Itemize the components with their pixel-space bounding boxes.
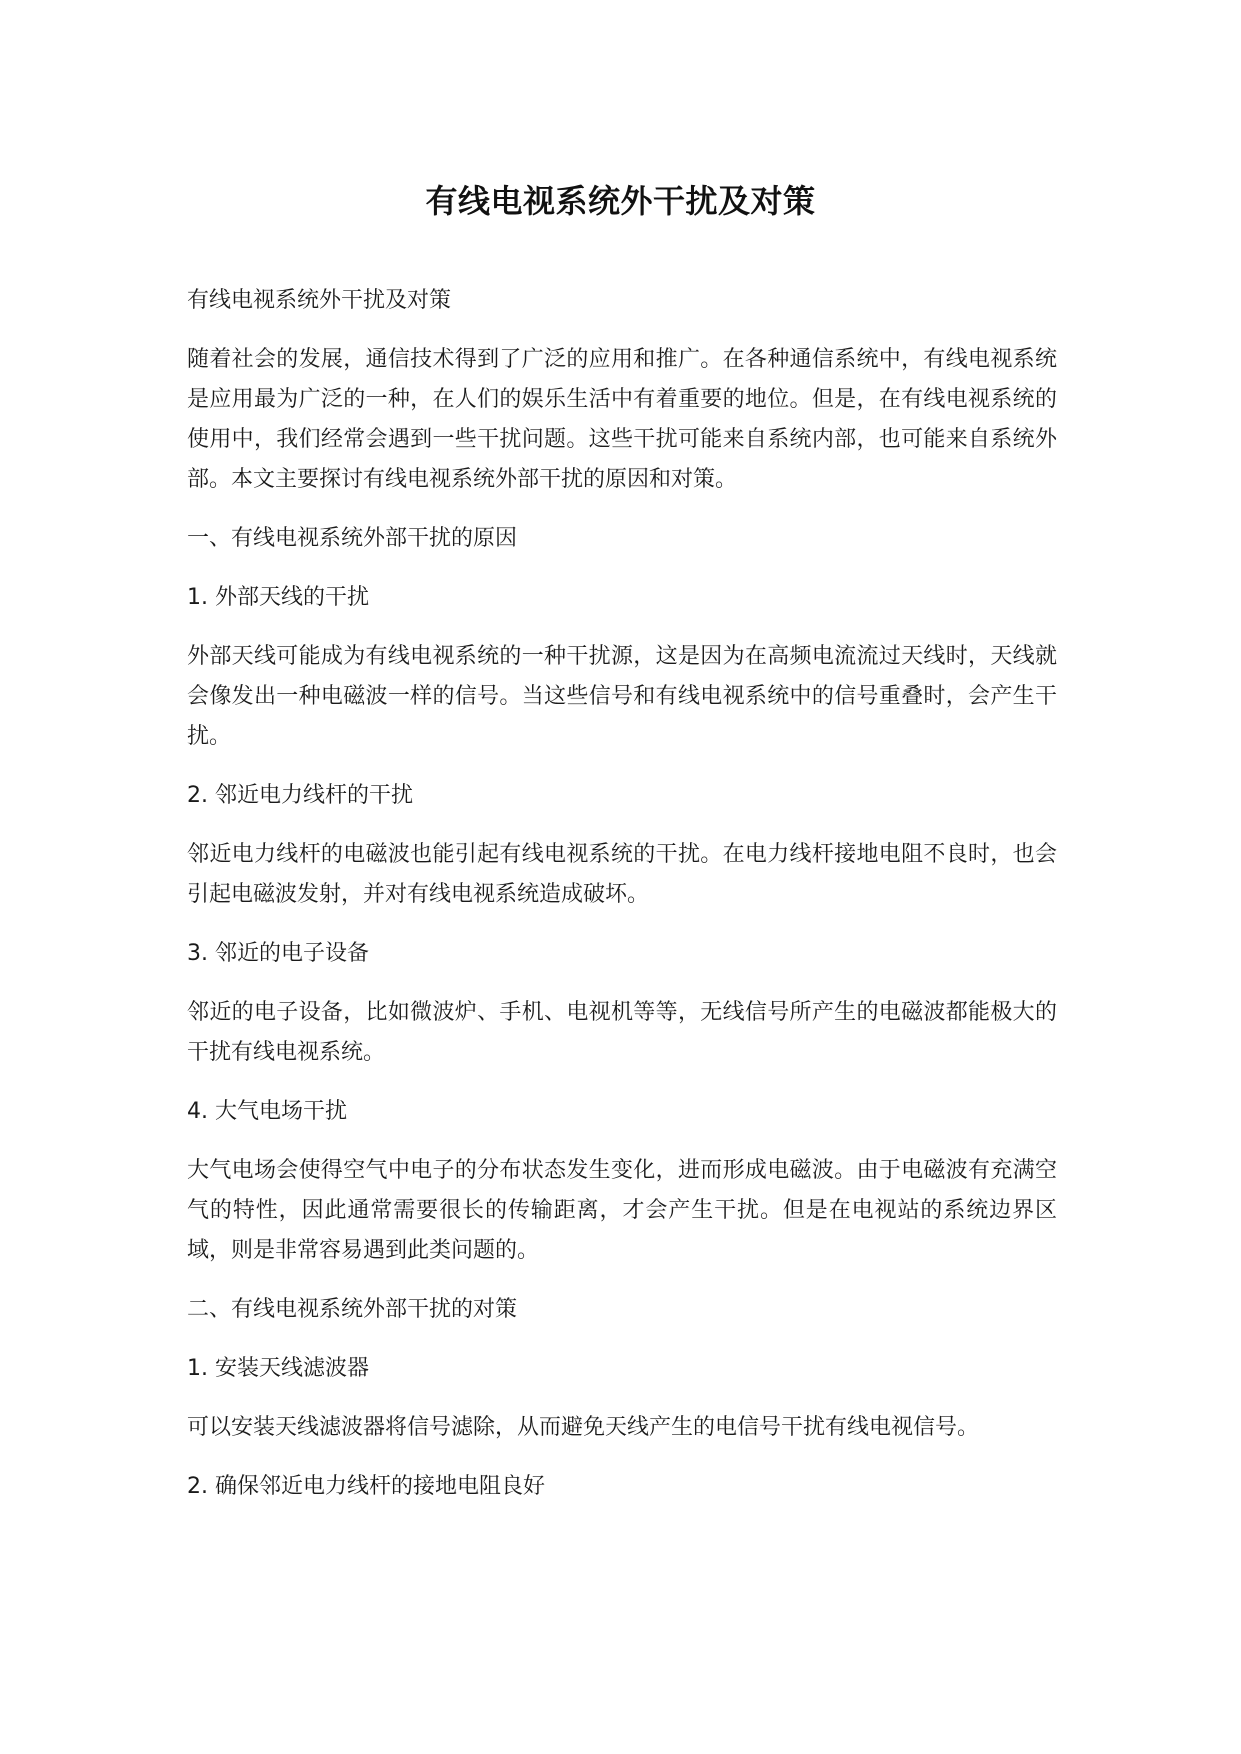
- paragraph-electronic-devices: 邻近的电子设备，比如微波炉、手机、电视机等等，无线信号所产生的电磁波都能极大的干扰有线电视系统。: [187, 1000, 1057, 1065]
- item-heading-grounding: 2. 确保邻近电力线杆的接地电阻良好: [187, 1474, 545, 1499]
- subtitle-paragraph: 有线电视系统外干扰及对策: [187, 288, 452, 313]
- item-heading-antenna-filter: 1. 安装天线滤波器: [187, 1356, 369, 1381]
- section-heading-countermeasures: 二、有线电视系统外部干扰的对策: [187, 1297, 518, 1322]
- intro-paragraph: 随着社会的发展，通信技术得到了广泛的应用和推广。在各种通信系统中，有线电视系统是应用最为广泛的一种，在人们的娱乐生活中有着重要的地位。但是，在有线电视系统的使用中，我们经常会遇到一些干扰问题。这些干扰可能来自系统内部，也可能来自系统外部。本文主要探讨有线电视系统外部干扰的原因和对策。: [187, 347, 1057, 492]
- paragraph-atmospheric-field: 大气电场会使得空气中电子的分布状态发生变化，进而形成电磁波。由于电磁波有充满空气的特性，因此通常需要很长的传输距离，才会产生干扰。但是在电视站的系统边界区域，则是非常容易遇到此类问题的。: [187, 1158, 1057, 1263]
- paragraph-external-antenna: 外部天线可能成为有线电视系统的一种干扰源，这是因为在高频电流流过天线时，天线就会像发出一种电磁波一样的信号。当这些信号和有线电视系统中的信号重叠时，会产生干扰。: [187, 644, 1057, 749]
- item-heading-external-antenna: 1. 外部天线的干扰: [187, 585, 369, 610]
- document-body: [187, 281, 1057, 1507]
- item-heading-atmospheric-field: 4. 大气电场干扰: [187, 1099, 347, 1124]
- paragraph-antenna-filter: 可以安装天线滤波器将信号滤除，从而避免天线产生的电信号干扰有线电视信号。: [187, 1415, 980, 1440]
- paragraph-power-pole: 邻近电力线杆的电磁波也能引起有线电视系统的干扰。在电力线杆接地电阻不良时，也会引起电磁波发射，并对有线电视系统造成破坏。: [187, 842, 1057, 907]
- page-title: 有线电视系统外干扰及对策: [425, 182, 816, 220]
- section-heading-causes: 一、有线电视系统外部干扰的原因: [187, 526, 518, 551]
- item-heading-electronic-devices: 3. 邻近的电子设备: [187, 941, 369, 966]
- item-heading-power-pole: 2. 邻近电力线杆的干扰: [187, 783, 413, 808]
